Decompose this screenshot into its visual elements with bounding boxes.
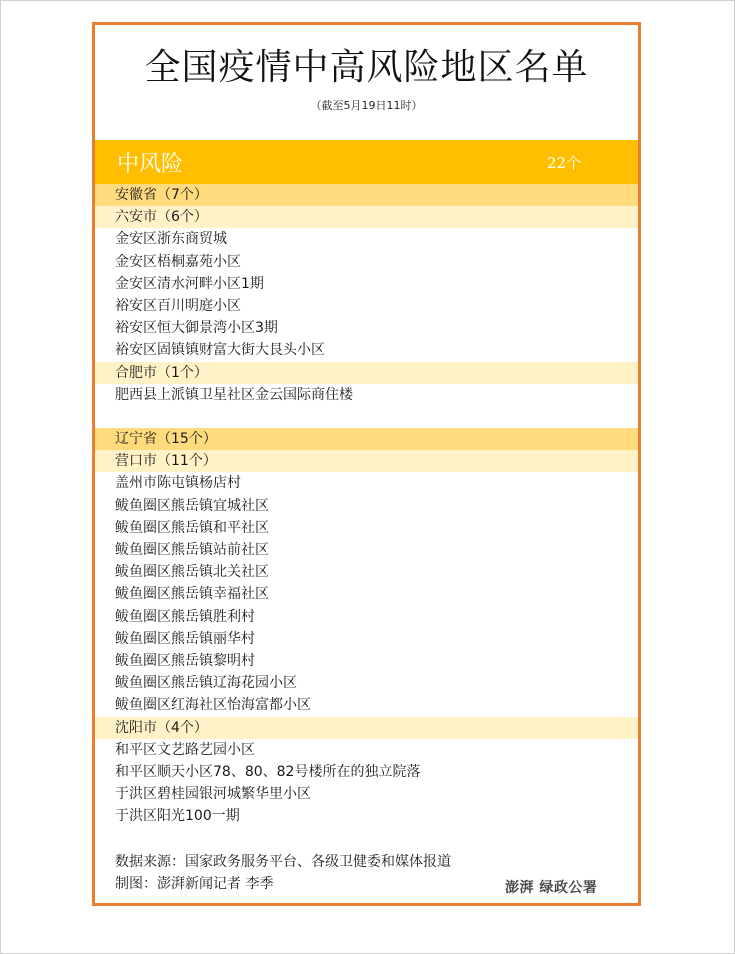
list-item: 盖州市陈屯镇杨店村: [115, 475, 241, 492]
risk-level-header: [95, 140, 638, 184]
risk-level-count: 22个: [547, 154, 582, 172]
list-item: 和平区文艺路艺园小区: [115, 741, 255, 758]
area-list: [95, 184, 638, 827]
list-item: 于洪区阳光100一期: [115, 808, 240, 825]
province-header: 辽宁省（15个）: [95, 428, 638, 450]
list-item: 鲅鱼圈区熊岳镇站前社区: [115, 542, 269, 558]
list-item: 裕安区恒大御景湾小区3期: [115, 320, 278, 337]
city-header: 六安市（6个）: [95, 206, 638, 228]
credit-line: 制图：澎湃新闻记者 李季: [115, 876, 274, 892]
city-header: 沈阳市（4个）: [95, 717, 638, 739]
list-item: 鲅鱼圈区熊岳镇胜利村: [115, 608, 255, 625]
list-item: 金安区梧桐嘉苑小区: [115, 253, 241, 270]
list-item: 金安区清水河畔小区1期: [115, 275, 264, 292]
list-item: 鲅鱼圈区熊岳镇和平社区: [115, 519, 269, 536]
list-item: 裕安区固镇镇财富大街大艮头小区: [115, 342, 325, 359]
list-item: 鲅鱼圈区熊岳镇丽华村: [115, 630, 255, 647]
list-item: 肥西县上派镇卫星社区金云国际商住楼: [115, 386, 353, 403]
data-source: 数据来源：国家政务服务平台、各级卫健委和媒体报道: [115, 854, 451, 870]
list-item: 和平区顺天小区78、80、82号楼所在的独立院落: [115, 763, 421, 780]
province-header: 安徽省（7个）: [95, 184, 638, 206]
list-item: 鲅鱼圈区熊岳镇宜城社区: [115, 497, 269, 514]
footer: [115, 851, 451, 895]
page-title: 全国疫情中高风险地区名单: [144, 47, 589, 88]
list-item: 鲅鱼圈区熊岳镇北关社区: [115, 564, 269, 581]
list-item: 鲅鱼圈区熊岳镇黎明村: [115, 652, 255, 669]
list-item: 于洪区碧桂园银河城繁华里小区: [115, 786, 311, 803]
update-time: （截至5月19日11时）: [310, 99, 423, 112]
risk-level-label: 中风险: [117, 152, 184, 177]
list-item: 裕安区百川明庭小区: [115, 297, 241, 314]
list-item: 金安区浙东商贸城: [115, 231, 227, 248]
city-header: 营口市（11个）: [95, 450, 638, 472]
city-header: 合肥市（1个）: [95, 362, 638, 384]
list-item: 鲅鱼圈区熊岳镇幸福社区: [115, 586, 269, 603]
publisher-logo: 澎湃 绿政公署: [505, 880, 598, 896]
list-item: 鲅鱼圈区红海社区怡海富都小区: [115, 697, 311, 714]
risk-list-card: [92, 22, 641, 906]
section-spacer: [95, 406, 638, 428]
list-item: 鲅鱼圈区熊岳镇辽海花园小区: [115, 675, 297, 692]
